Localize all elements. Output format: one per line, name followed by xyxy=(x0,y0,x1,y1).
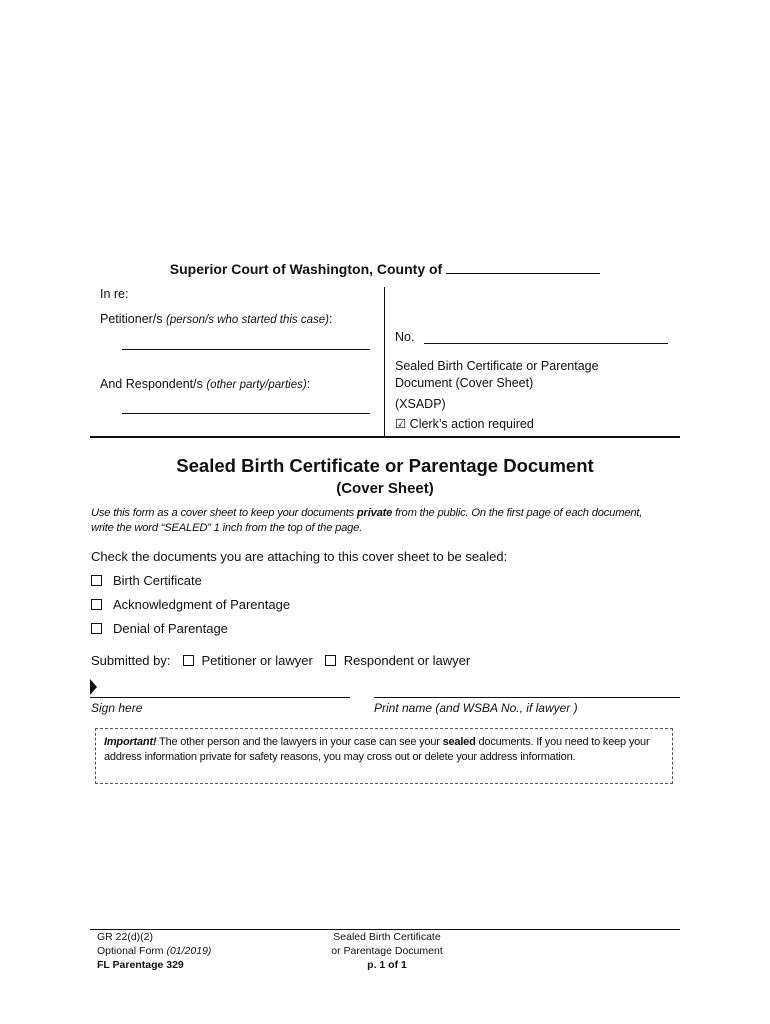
case-number-label: No. xyxy=(395,330,415,344)
petitioner-label-text: Petitioner/s xyxy=(100,312,163,326)
checkbox-icon[interactable] xyxy=(91,575,102,586)
caption-bottom-rule xyxy=(90,436,680,438)
footer-rule-ref: GR 22(d)(2) xyxy=(97,931,154,943)
footer-left xyxy=(97,930,211,972)
submitted-petitioner-label: Petitioner or lawyer xyxy=(201,653,313,668)
instructions-pre: Use this form as a cover sheet to keep your documents xyxy=(91,507,357,519)
document-title: Sealed Birth Certificate or Parentage Document xyxy=(176,455,594,476)
check-heading: Check the documents you are attaching to this cover sheet to be sealed: xyxy=(91,549,508,564)
signature-field[interactable] xyxy=(90,697,350,698)
instructions-bold: private xyxy=(356,507,393,519)
footer-optional xyxy=(97,944,211,958)
checkbox-icon[interactable] xyxy=(91,599,102,610)
submitted-respondent-label: Respondent or lawyer xyxy=(343,653,471,668)
footer-center-line1: Sealed Birth Certificate xyxy=(333,931,441,943)
important-pre: The other person and the lawyers in your case can see your xyxy=(156,736,443,748)
checkbox-respondent-icon[interactable] xyxy=(325,655,336,666)
court-title xyxy=(0,261,770,277)
checkbox-petitioner-icon[interactable] xyxy=(183,655,194,666)
sign-here-arrow-icon xyxy=(90,679,97,695)
footer-form-date: (01/2019) xyxy=(166,945,212,957)
print-name-field[interactable] xyxy=(374,697,680,698)
sign-here-label: Sign here xyxy=(91,701,143,715)
important-label: Important! xyxy=(104,736,157,748)
footer-form-id: FL Parentage 329 xyxy=(97,959,184,971)
respondent-label-text: And Respondent/s xyxy=(100,377,203,391)
footer-center xyxy=(300,930,474,972)
important-notice xyxy=(95,728,673,784)
checkbox-acknowledgment[interactable] xyxy=(91,597,290,612)
print-name-label: Print name (and WSBA No., if lawyer ) xyxy=(374,701,578,715)
doc-type-line2: Document (Cover Sheet) xyxy=(395,376,534,390)
county-field[interactable] xyxy=(446,261,600,274)
instructions-post: from the public. On the first page of each document, write the word “SEALED” 1 inch from the top of the page. xyxy=(91,507,643,534)
document-subtitle: (Cover Sheet) xyxy=(336,480,434,497)
petitioner-hint: (person/s who started this case) xyxy=(166,314,330,326)
respondent-name-field[interactable] xyxy=(122,413,370,414)
case-number-field[interactable] xyxy=(424,343,668,344)
in-re-label: In re: xyxy=(100,287,129,301)
footer-center-line2: or Parentage Document xyxy=(331,945,443,957)
respondent-label xyxy=(100,377,310,391)
petitioner-label xyxy=(100,312,333,326)
submitted-by-label: Submitted by: xyxy=(91,653,171,668)
important-bold: sealed xyxy=(442,736,476,748)
doc-code: (XSADP) xyxy=(395,397,446,411)
checkbox-birth-certificate[interactable] xyxy=(91,573,202,588)
petitioner-colon: : xyxy=(329,312,333,326)
important-post: documents. If you need to keep your address information private for safety reasons, you may cross out or delete your address information. xyxy=(104,736,650,763)
checkbox-label: Acknowledgment of Parentage xyxy=(113,597,291,612)
footer-page: p. 1 of 1 xyxy=(367,959,407,971)
clerk-action: ☑ Clerk’s action required xyxy=(395,417,534,431)
petitioner-name-field[interactable] xyxy=(122,349,370,350)
doc-type-line1: Sealed Birth Certificate or Parentage xyxy=(395,359,599,373)
caption-divider xyxy=(384,287,385,437)
checkbox-denial[interactable] xyxy=(91,621,228,636)
respondent-hint: (other party/parties) xyxy=(206,379,307,391)
checkbox-label: Denial of Parentage xyxy=(113,621,228,636)
submitted-by-row xyxy=(91,653,470,668)
checkbox-icon[interactable] xyxy=(91,623,102,634)
footer-optional-text: Optional Form xyxy=(97,945,167,957)
checkbox-label: Birth Certificate xyxy=(113,573,202,588)
instructions xyxy=(91,506,651,536)
court-title-text: Superior Court of Washington, County of xyxy=(169,261,443,277)
respondent-colon: : xyxy=(306,377,311,391)
